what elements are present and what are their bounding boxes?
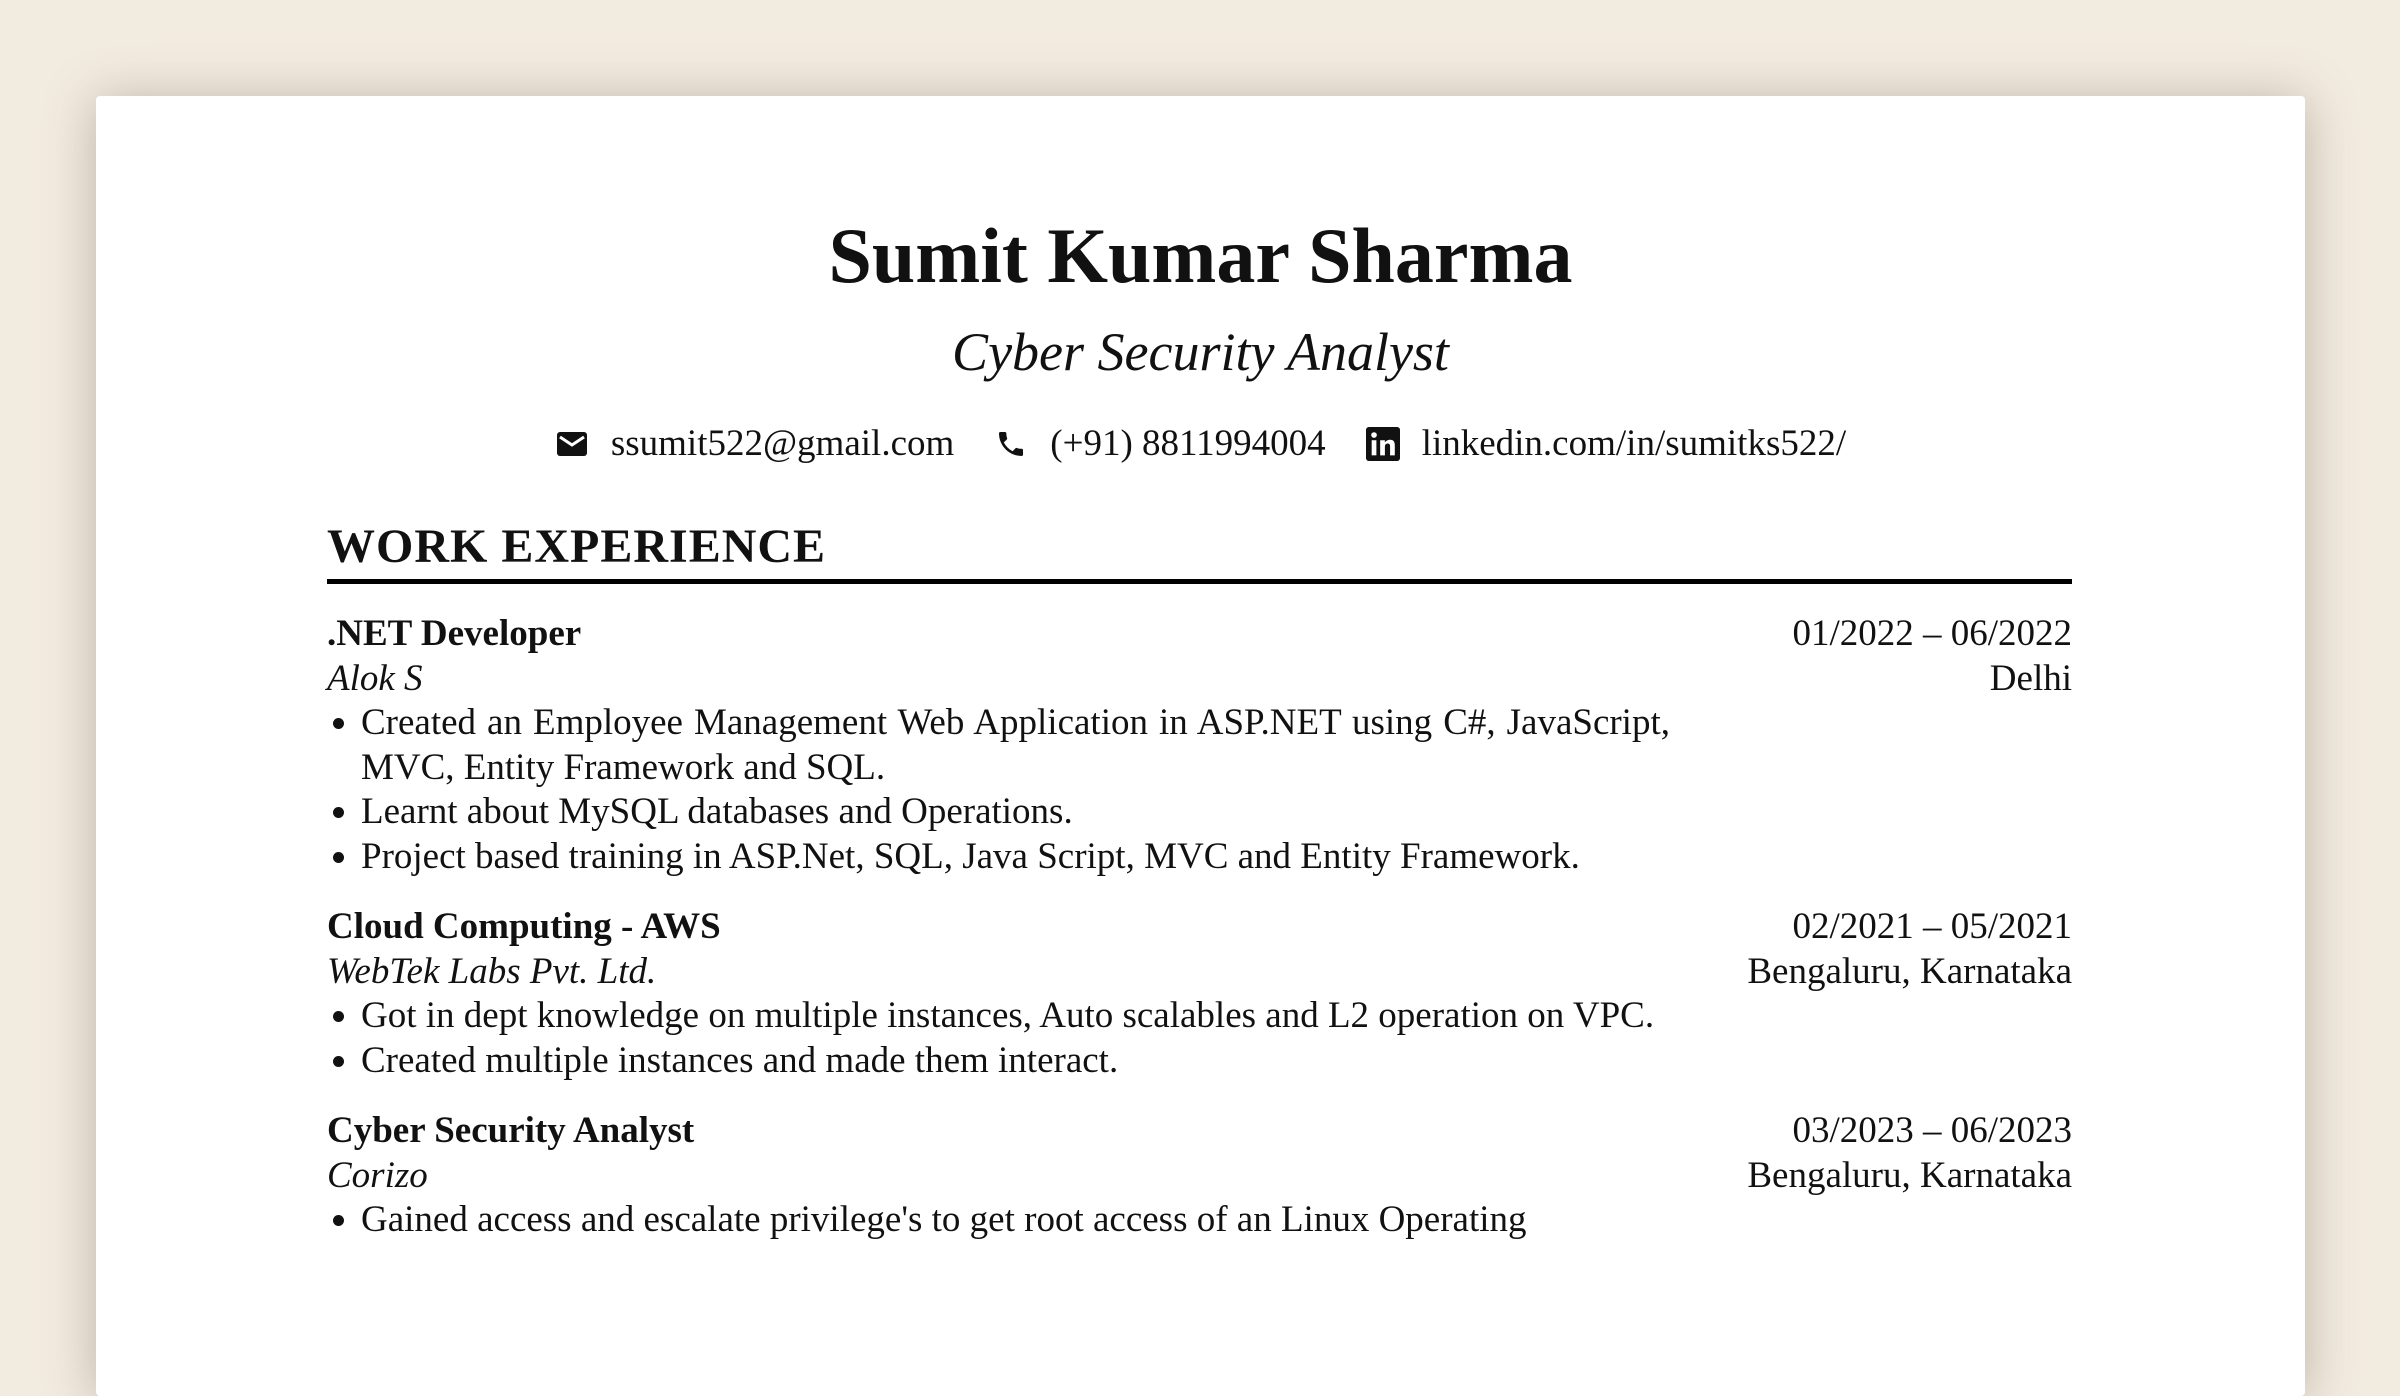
job-dates: 03/2023 – 06/2023 [1792, 1110, 2072, 1151]
job-dates: 02/2021 – 05/2021 [1792, 906, 2072, 947]
job-company: Corizo [327, 1154, 428, 1196]
job-location: Bengaluru, Karnataka [1747, 950, 2072, 992]
contact-linkedin[interactable] [1366, 420, 1846, 468]
job-title: Cyber Security Analyst [327, 1110, 695, 1151]
job-entry [327, 1109, 2072, 1243]
job-bullet: • Gained access and escalate privilege's to get root access of an Linux Operating [361, 1198, 1670, 1243]
job-bullet: • Learnt about MySQL databases and Operations. [361, 790, 1670, 835]
job-company: Alok S [327, 657, 423, 699]
job-title: .NET Developer [327, 613, 582, 654]
job-title: Cloud Computing - AWS [327, 906, 721, 947]
candidate-role: Cyber Security Analyst [952, 322, 1449, 382]
section-divider [327, 579, 2072, 584]
job-bullet: • Got in dept knowledge on multiple instances, Auto scalables and L2 operation on VPC. [361, 994, 1670, 1039]
job-entry [327, 612, 2072, 879]
phone-icon [994, 427, 1028, 461]
job-bullets [327, 1198, 1670, 1243]
job-bullet: • Created multiple instances and made them interact. [361, 1039, 1670, 1084]
section-heading: WORK EXPERIENCE [327, 520, 827, 573]
linkedin-text: linkedin.com/in/sumitks522/ [1421, 423, 1847, 464]
job-entry [327, 905, 2072, 1083]
contact-row [96, 420, 2305, 468]
job-company: WebTek Labs Pvt. Ltd. [327, 950, 657, 992]
candidate-name: Sumit Kumar Sharma [828, 212, 1573, 299]
job-location: Bengaluru, Karnataka [1747, 1154, 2072, 1196]
job-bullet: • Project based training in ASP.Net, SQL, Java Script, MVC and Entity Framework. [361, 835, 1670, 880]
job-location: Delhi [1989, 657, 2072, 699]
envelope-icon [555, 427, 589, 461]
job-bullet: • Created an Employee Management Web Application in ASP.NET using C#, JavaScript, MVC, Entity Framework and SQL. [361, 701, 1670, 790]
linkedin-icon [1366, 427, 1400, 461]
contact-email[interactable] [555, 420, 954, 468]
job-bullets [327, 701, 1670, 879]
contact-phone[interactable] [994, 420, 1325, 468]
job-dates: 01/2022 – 06/2022 [1792, 613, 2072, 654]
job-bullets [327, 994, 1670, 1083]
work-experience-section [327, 515, 2072, 1243]
email-text: ssumit522@gmail.com [610, 423, 955, 464]
phone-text: (+91) 8811994004 [1050, 423, 1326, 464]
